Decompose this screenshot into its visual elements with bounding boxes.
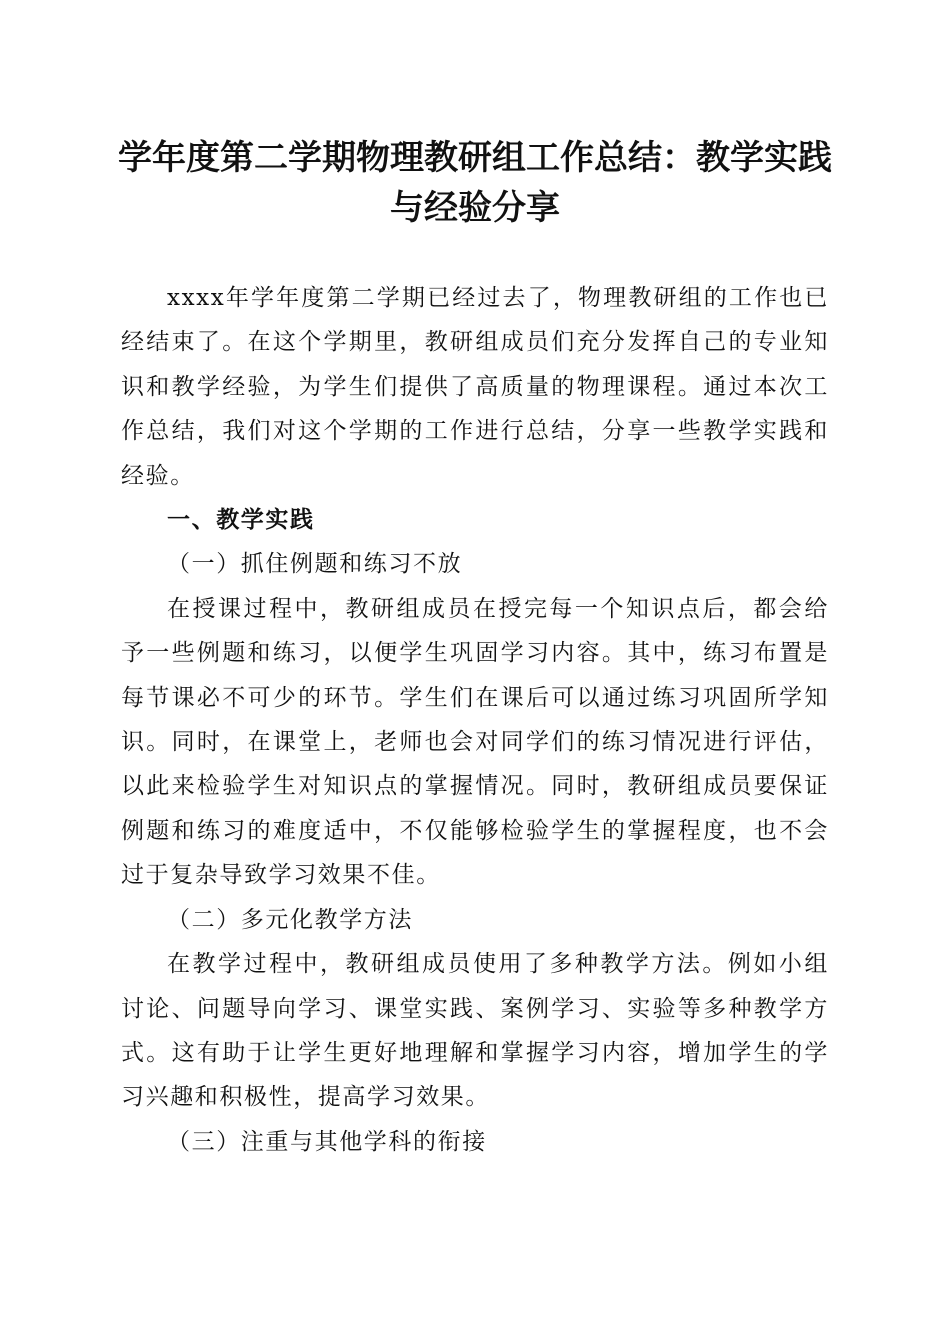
intro-paragraph: xxxx年学年度第二学期已经过去了，物理教研组的工作也已经结束了。在这个学期里，教研组成员们充分发挥自己的专业知识和教学经验，为学生们提供了高质量的物理课程。通过本次工作总结，我们对这个学期的工作进行总结，分享一些教学实践和经验。 — [121, 285, 829, 489]
subsection-heading-diverse-methods: （二）多元化教学方法 — [167, 906, 413, 933]
diverse-methods-paragraph: 在教学过程中，教研组成员使用了多种教学方法。例如小组讨论、问题导向学习、课堂实践、案例学习、实验等多种教学方式。这有助于让学生更好地理解和掌握学习内容，增加学生的学习兴趣和积极性，提高学习效果。 — [121, 951, 829, 1111]
document-body — [121, 276, 829, 1164]
document-title: 学年度第二学期物理教研组工作总结：教学实践与经验分享 — [118, 138, 832, 228]
subsection-heading-cross-subject: （三）注重与其他学科的衔接 — [167, 1128, 487, 1155]
subsection-heading-examples-exercises: （一）抓住例题和练习不放 — [167, 551, 463, 578]
section-heading-teaching-practice: 一、教学实践 — [167, 507, 315, 534]
examples-exercises-paragraph: 在授课过程中，教研组成员在授完每一个知识点后，都会给予一些例题和练习，以便学生巩固学习内容。其中，练习布置是每节课必不可少的环节。学生们在课后可以通过练习巩固所学知识。同时，在课堂上，老师也会对同学们的练习情况进行评估，以此来检验学生对知识点的掌握情况。同时，教研组成员要保证例题和练习的难度适中，不仅能够检验学生的掌握程度，也不会过于复杂导致学习效果不佳。 — [121, 595, 829, 889]
